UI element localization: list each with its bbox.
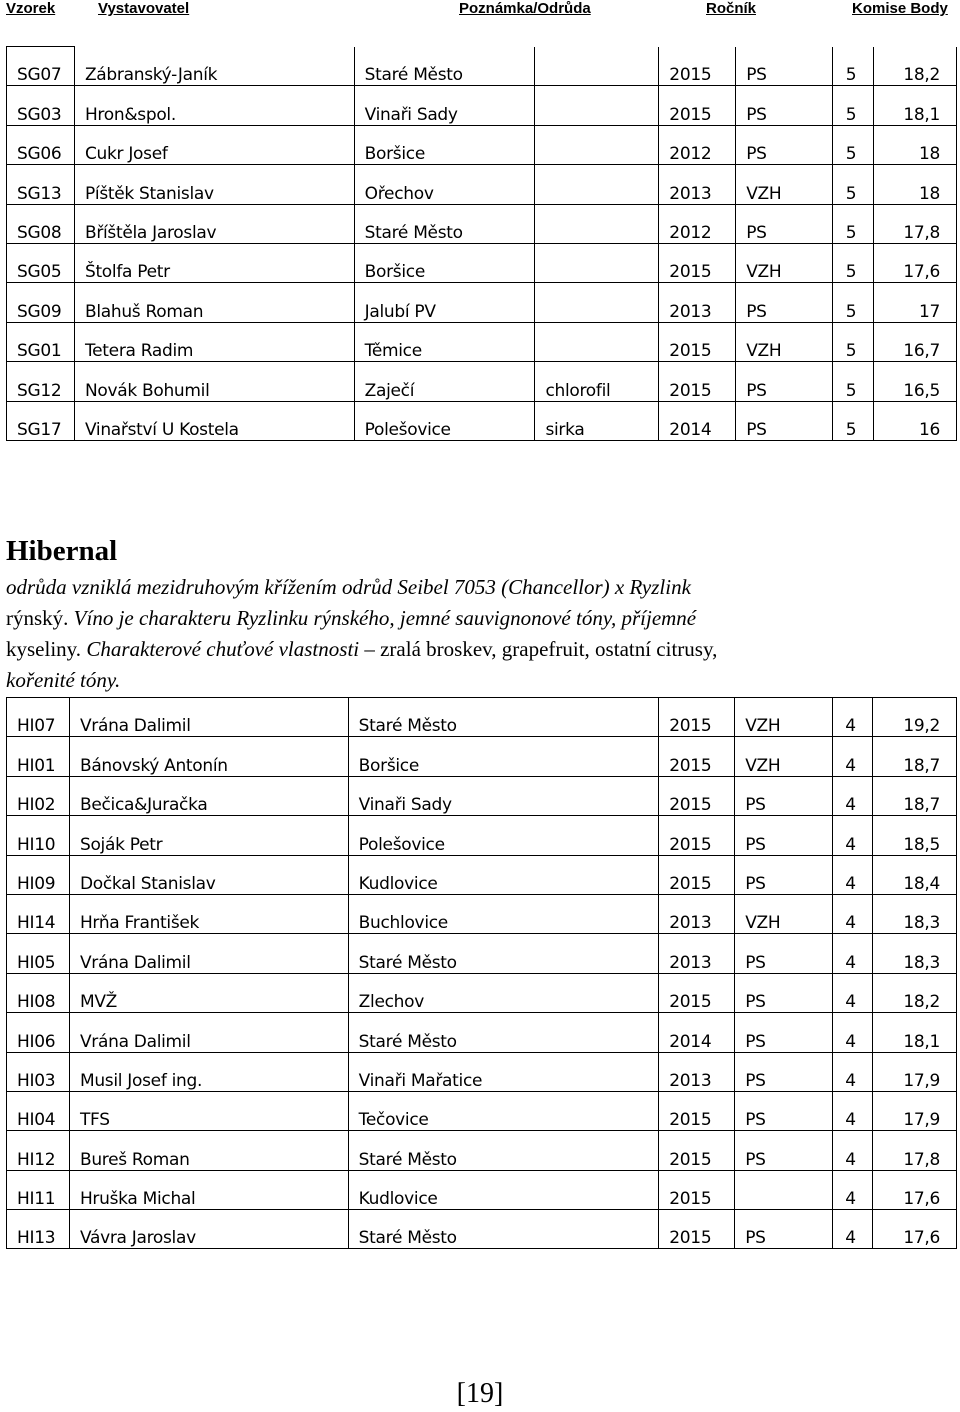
cell-exhibitor: Dočkal Stanislav (69, 855, 348, 894)
cell-points: 18 (874, 165, 957, 204)
cell-sample-id: SG12 (7, 362, 75, 401)
cell-category: PS (736, 47, 833, 86)
cell-exhibitor: Bříštěla Jaroslav (74, 204, 354, 243)
cell-location: Boršice (354, 243, 535, 282)
cell-commission: 4 (833, 1091, 873, 1130)
cell-points: 17,6 (874, 243, 957, 282)
cell-category (735, 1170, 833, 1209)
cell-vintage: 2015 (659, 1091, 735, 1130)
cell-category: PS (736, 362, 833, 401)
cell-commission: 4 (833, 1170, 873, 1209)
table-row (7, 125, 957, 164)
cell-commission: 4 (833, 894, 873, 933)
cell-category: PS (736, 204, 833, 243)
cell-points: 17,8 (874, 204, 957, 243)
cell-location: Staré Město (348, 934, 659, 973)
cell-exhibitor: Tetera Radim (74, 322, 354, 361)
table-row (7, 894, 957, 933)
cell-commission: 4 (833, 1013, 873, 1052)
cell-variety-note (535, 47, 659, 86)
cell-points: 18,1 (874, 86, 957, 125)
header-poznamka-odruda: Poznámka/Odrůda (459, 0, 591, 17)
cell-category: PS (735, 934, 833, 973)
table-row (7, 698, 957, 737)
sg-results-table (6, 46, 957, 441)
cell-variety-note: chlorofil (535, 362, 659, 401)
cell-points: 18 (874, 125, 957, 164)
cell-location: Těmice (354, 322, 535, 361)
cell-commission: 4 (833, 776, 873, 815)
desc-line-7: kořenité tóny. (6, 668, 121, 692)
cell-vintage: 2015 (659, 243, 736, 282)
cell-sample-id: HI11 (7, 1170, 70, 1209)
table-row (7, 283, 957, 322)
cell-vintage: 2015 (659, 362, 736, 401)
cell-category: PS (735, 1013, 833, 1052)
cell-location: Vinaři Mařatice (348, 1052, 659, 1091)
cell-commission: 5 (833, 204, 874, 243)
cell-vintage: 2015 (659, 776, 735, 815)
cell-sample-id: SG09 (7, 283, 75, 322)
cell-category: PS (735, 973, 833, 1012)
cell-location: Staré Město (348, 1013, 659, 1052)
cell-location: Boršice (348, 737, 659, 776)
cell-points: 17,9 (873, 1091, 957, 1130)
cell-location: Buchlovice (348, 894, 659, 933)
cell-points: 18,7 (873, 737, 957, 776)
cell-points: 17,6 (873, 1210, 957, 1249)
cell-points: 18,3 (873, 894, 957, 933)
cell-points: 17 (874, 283, 957, 322)
cell-commission: 5 (833, 47, 874, 86)
cell-commission: 4 (833, 973, 873, 1012)
cell-commission: 4 (833, 816, 873, 855)
cell-category: PS (735, 1091, 833, 1130)
cell-location: Vinaři Sady (348, 776, 659, 815)
cell-exhibitor: Cukr Josef (74, 125, 354, 164)
hi-results-table (6, 697, 957, 1249)
cell-location: Jalubí PV (354, 283, 535, 322)
cell-location: Staré Město (348, 1131, 659, 1170)
cell-sample-id: SG05 (7, 243, 75, 282)
cell-location: Polešovice (348, 816, 659, 855)
table-row (7, 243, 957, 282)
cell-sample-id: HI02 (7, 776, 70, 815)
cell-category: VZH (735, 737, 833, 776)
cell-commission: 5 (833, 362, 874, 401)
cell-location: Staré Město (348, 698, 659, 737)
table-row (7, 1210, 957, 1249)
cell-exhibitor: Soják Petr (69, 816, 348, 855)
cell-commission: 4 (833, 1210, 873, 1249)
cell-vintage: 2015 (659, 698, 735, 737)
header-vzorek: Vzorek (6, 0, 56, 17)
cell-variety-note (535, 283, 659, 322)
cell-category: PS (735, 855, 833, 894)
cell-location: Staré Město (354, 47, 535, 86)
cell-exhibitor: Zábranský-Janík (74, 47, 354, 86)
cell-points: 18,4 (873, 855, 957, 894)
page-number: [19] (456, 1378, 504, 1409)
cell-points: 18,2 (874, 47, 957, 86)
cell-exhibitor: Vinařství U Kostela (74, 401, 354, 440)
cell-sample-id: HI12 (7, 1131, 70, 1170)
cell-points: 18,1 (873, 1013, 957, 1052)
cell-vintage: 2015 (659, 1131, 735, 1170)
cell-sample-id: HI08 (7, 973, 70, 1012)
cell-category: PS (735, 776, 833, 815)
cell-sample-id: HI01 (7, 737, 70, 776)
cell-vintage: 2014 (659, 1013, 735, 1052)
desc-line-1: odrůda vzniklá mezidruhovým křížením odrůd Seibel 7053 (Chancellor) x Ryzlink (6, 575, 691, 599)
cell-variety-note (535, 86, 659, 125)
table-row (7, 934, 957, 973)
cell-exhibitor: Musil Josef ing. (69, 1052, 348, 1091)
cell-points: 17,8 (873, 1131, 957, 1170)
cell-location: Kudlovice (348, 855, 659, 894)
table-row (7, 1013, 957, 1052)
cell-location: Ořechov (354, 165, 535, 204)
cell-category: PS (736, 401, 833, 440)
cell-exhibitor: Hruška Michal (69, 1170, 348, 1209)
cell-points: 16 (874, 401, 957, 440)
cell-exhibitor: Vrána Dalimil (69, 698, 348, 737)
cell-commission: 4 (833, 698, 873, 737)
cell-category: PS (736, 125, 833, 164)
cell-category: PS (736, 283, 833, 322)
table-row (7, 322, 957, 361)
cell-sample-id: HI06 (7, 1013, 70, 1052)
cell-exhibitor: Hrňa František (69, 894, 348, 933)
cell-vintage: 2015 (659, 1170, 735, 1209)
cell-exhibitor: Bečica&Juračka (69, 776, 348, 815)
cell-vintage: 2015 (659, 47, 736, 86)
cell-location: Boršice (354, 125, 535, 164)
cell-points: 18,3 (873, 934, 957, 973)
cell-commission: 5 (833, 401, 874, 440)
cell-sample-id: SG08 (7, 204, 75, 243)
cell-category: VZH (735, 698, 833, 737)
section-description (6, 572, 951, 696)
cell-sample-id: HI07 (7, 698, 70, 737)
header-vystavovatel: Vystavovatel (98, 0, 190, 17)
table-row (7, 362, 957, 401)
cell-variety-note (535, 322, 659, 361)
cell-commission: 5 (833, 165, 874, 204)
cell-points: 16,7 (874, 322, 957, 361)
table-row (7, 165, 957, 204)
cell-vintage: 2015 (659, 1210, 735, 1249)
cell-variety-note (535, 243, 659, 282)
cell-category: PS (735, 1131, 833, 1170)
table-row (7, 401, 957, 440)
cell-sample-id: HI03 (7, 1052, 70, 1091)
cell-sample-id: SG03 (7, 86, 75, 125)
cell-vintage: 2015 (659, 816, 735, 855)
table-row (7, 973, 957, 1012)
desc-line-3: Víno je charakteru Ryzlinku rýnského, jemné sauvignonové tóny, příjemné (68, 606, 697, 630)
cell-points: 17,9 (873, 1052, 957, 1091)
cell-sample-id: HI10 (7, 816, 70, 855)
cell-vintage: 2014 (659, 401, 736, 440)
cell-commission: 5 (833, 283, 874, 322)
cell-exhibitor: Bureš Roman (69, 1131, 348, 1170)
cell-sample-id: HI14 (7, 894, 70, 933)
cell-sample-id: HI09 (7, 855, 70, 894)
cell-exhibitor: Vávra Jaroslav (69, 1210, 348, 1249)
table-row (7, 816, 957, 855)
cell-sample-id: SG01 (7, 322, 75, 361)
cell-commission: 5 (833, 243, 874, 282)
cell-vintage: 2015 (659, 973, 735, 1012)
cell-vintage: 2013 (659, 165, 736, 204)
header-rocnik: Ročník (706, 0, 757, 17)
cell-sample-id: SG17 (7, 401, 75, 440)
cell-commission: 4 (833, 934, 873, 973)
cell-vintage: 2012 (659, 204, 736, 243)
cell-exhibitor: Novák Bohumil (74, 362, 354, 401)
cell-sample-id: SG07 (7, 47, 75, 86)
cell-points: 18,5 (873, 816, 957, 855)
cell-category: VZH (735, 894, 833, 933)
cell-vintage: 2015 (659, 86, 736, 125)
cell-points: 17,6 (873, 1170, 957, 1209)
cell-category: PS (735, 1210, 833, 1249)
cell-commission: 4 (833, 1131, 873, 1170)
cell-points: 18,7 (873, 776, 957, 815)
cell-commission: 4 (833, 855, 873, 894)
desc-line-5: Charakterové chuťové vlastnosti (81, 637, 360, 661)
cell-exhibitor: Vrána Dalimil (69, 1013, 348, 1052)
cell-exhibitor: Píštěk Stanislav (74, 165, 354, 204)
cell-exhibitor: TFS (69, 1091, 348, 1130)
cell-exhibitor: Štolfa Petr (74, 243, 354, 282)
cell-vintage: 2015 (659, 322, 736, 361)
cell-location: Tečovice (348, 1091, 659, 1130)
cell-commission: 4 (833, 737, 873, 776)
cell-points: 16,5 (874, 362, 957, 401)
table-row (7, 204, 957, 243)
table-row (7, 776, 957, 815)
cell-variety-note: sirka (535, 401, 659, 440)
table-row (7, 855, 957, 894)
cell-commission: 5 (833, 86, 874, 125)
cell-exhibitor: Blahuš Roman (74, 283, 354, 322)
cell-sample-id: SG13 (7, 165, 75, 204)
cell-exhibitor: Vrána Dalimil (69, 934, 348, 973)
cell-location: Kudlovice (348, 1170, 659, 1209)
table-row (7, 47, 957, 86)
cell-category: VZH (736, 322, 833, 361)
cell-variety-note (535, 204, 659, 243)
desc-line-2: rýnský. (6, 606, 69, 630)
cell-exhibitor: MVŽ (69, 973, 348, 1012)
cell-vintage: 2015 (659, 737, 735, 776)
table-row (7, 1131, 957, 1170)
cell-sample-id: HI13 (7, 1210, 70, 1249)
cell-location: Staré Město (348, 1210, 659, 1249)
cell-category: VZH (736, 243, 833, 282)
cell-location: Vinaři Sady (354, 86, 535, 125)
table-row (7, 1170, 957, 1209)
cell-category: PS (735, 1052, 833, 1091)
cell-variety-note (535, 125, 659, 164)
table-row (7, 1091, 957, 1130)
desc-line-6: – zralá broskev, grapefruit, ostatní citrusy, (359, 637, 718, 661)
cell-vintage: 2013 (659, 1052, 735, 1091)
cell-points: 19,2 (873, 698, 957, 737)
cell-vintage: 2015 (659, 855, 735, 894)
cell-location: Zaječí (354, 362, 535, 401)
cell-variety-note (535, 165, 659, 204)
cell-location: Zlechov (348, 973, 659, 1012)
cell-exhibitor: Hron&spol. (74, 86, 354, 125)
cell-vintage: 2013 (659, 934, 735, 973)
section-title: Hibernal (6, 535, 118, 567)
cell-category: PS (735, 816, 833, 855)
cell-vintage: 2013 (659, 894, 735, 933)
column-header-bar (0, 0, 960, 20)
cell-vintage: 2012 (659, 125, 736, 164)
table-row (7, 737, 957, 776)
cell-commission: 5 (833, 125, 874, 164)
cell-category: VZH (736, 165, 833, 204)
cell-vintage: 2013 (659, 283, 736, 322)
cell-commission: 4 (833, 1052, 873, 1091)
table-row (7, 86, 957, 125)
cell-sample-id: SG06 (7, 125, 75, 164)
cell-points: 18,2 (873, 973, 957, 1012)
cell-location: Polešovice (354, 401, 535, 440)
cell-exhibitor: Bánovský Antonín (69, 737, 348, 776)
cell-sample-id: HI05 (7, 934, 70, 973)
cell-sample-id: HI04 (7, 1091, 70, 1130)
header-komise-body: Komise Body (852, 0, 948, 17)
table-row (7, 1052, 957, 1091)
cell-commission: 5 (833, 322, 874, 361)
cell-category: PS (736, 86, 833, 125)
desc-line-4: kyseliny. (6, 637, 82, 661)
cell-location: Staré Město (354, 204, 535, 243)
